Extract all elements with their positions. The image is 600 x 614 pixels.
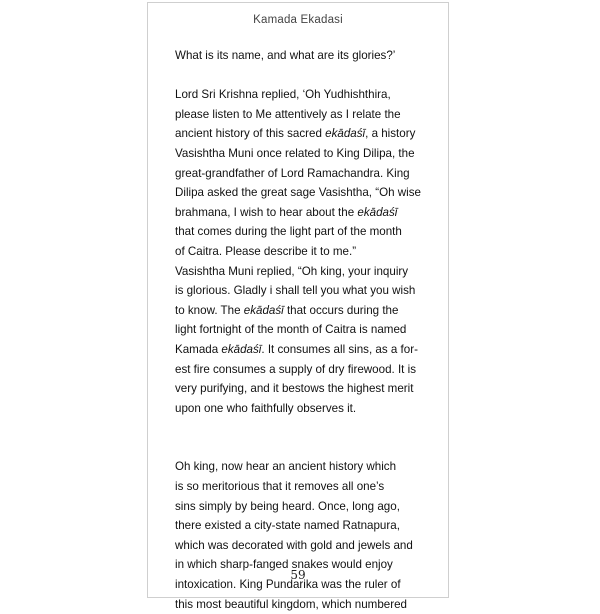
text-segment: of Caitra. Please describe it to me.” [175, 244, 357, 258]
text-segment: is so meritorious that it removes all one’s [175, 480, 385, 494]
blank-line [175, 438, 445, 458]
text-segment: brahmana, I wish to hear about the [175, 205, 358, 219]
text-line [175, 164, 445, 184]
text-line [175, 379, 445, 399]
text-segment: please listen to Me attentively as I relate the [175, 107, 401, 121]
text-segment: to know. The [175, 303, 244, 317]
text-line [175, 46, 445, 66]
blank-line [175, 66, 445, 86]
page-number: 59 [290, 568, 306, 582]
text-segment: is glorious. Gladly i shall tell you what you wish [175, 284, 416, 298]
text-line [175, 360, 445, 380]
text-line [175, 242, 445, 262]
text-segment: that comes during the light part of the month [175, 225, 402, 239]
italic-term: ekādaśī [243, 303, 284, 317]
text-segment: Vasishtha Muni replied, “Oh king, your inquiry [175, 264, 409, 278]
text-segment: that occurs during the [283, 303, 399, 317]
text-line [175, 536, 445, 556]
text-segment: intoxication. King Pundarika was the ruler of [175, 578, 401, 592]
text-segment: sins simply by being heard. Once, long ago, [175, 499, 400, 513]
text-segment: ancient history of this sacred [175, 127, 326, 141]
text-segment: , a history [365, 127, 416, 141]
italic-term: ekādaśī [325, 127, 366, 141]
text-line [175, 457, 445, 477]
text-segment: Kamada [175, 342, 222, 356]
text-segment: Vasishtha Muni once related to King Dilipa, the [175, 146, 415, 160]
text-line [175, 281, 445, 301]
text-segment: great-grandfather of Lord Ramachandra. King [175, 166, 410, 180]
text-segment: there existed a city-state named Ratnapura, [175, 519, 400, 533]
text-segment: est fire consumes a supply of dry firewood. It is [175, 362, 416, 376]
blank-line [175, 418, 445, 438]
book-page [147, 2, 449, 611]
text-line [175, 262, 445, 282]
text-segment: Lord Sri Krishna replied, ‘Oh Yudhishthira, [175, 88, 391, 102]
text-line [175, 203, 445, 223]
text-line [175, 320, 445, 340]
italic-term: ekādaśī [357, 205, 398, 219]
text-segment: Oh king, now hear an ancient history which [175, 460, 397, 474]
running-head: Kamada Ekadasi [253, 14, 343, 26]
text-segment: . It consumes all sins, as a for- [261, 342, 418, 356]
text-segment: upon one who faithfully observes it. [175, 401, 357, 415]
text-segment: light fortnight of the month of Caitra is named [175, 323, 407, 337]
text-line [175, 477, 445, 497]
text-line [175, 183, 445, 203]
text-line [175, 340, 445, 360]
text-segment: What is its name, and what are its glories?’ [175, 49, 396, 62]
text-line [175, 497, 445, 517]
text-line [175, 301, 445, 321]
text-line [175, 222, 445, 242]
text-line [175, 85, 445, 105]
text-segment: in which sharp-fanged snakes would enjoy [175, 558, 393, 572]
text-line [175, 595, 445, 614]
text-segment: this most beautiful kingdom, which numbered [175, 597, 407, 611]
italic-term: ekādaśī [221, 342, 262, 356]
text-line [175, 144, 445, 164]
text-segment: Dilipa asked the great sage Vasishtha, “Oh wise [175, 186, 421, 200]
text-line [175, 399, 445, 419]
body-text [175, 46, 445, 614]
text-line [175, 516, 445, 536]
text-line [175, 105, 445, 125]
text-segment: very purifying, and it bestows the highest merit [175, 382, 414, 396]
text-line [175, 124, 445, 144]
text-segment: which was decorated with gold and jewels and [175, 538, 413, 552]
